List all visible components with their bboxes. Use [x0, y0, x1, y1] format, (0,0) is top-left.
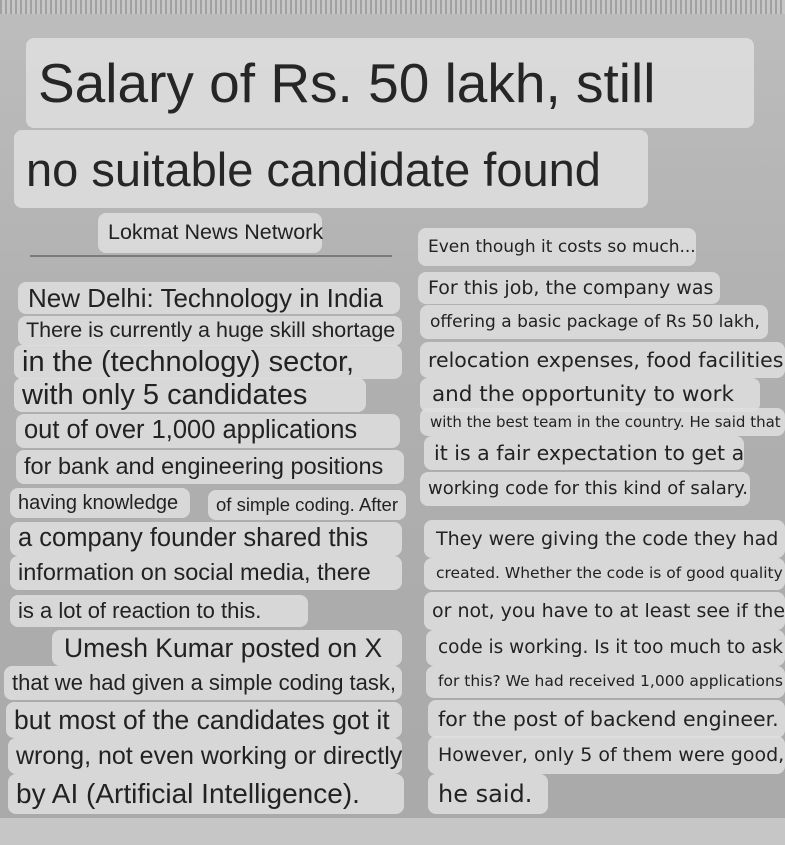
left-text-line: that we had given a simple coding task, — [4, 666, 402, 700]
page-bottom-edge — [0, 818, 785, 845]
right-text-line: offering a basic package of Rs 50 lakh, — [420, 305, 768, 339]
right-text-line: For this job, the company was — [418, 272, 720, 304]
right-text-line: They were giving the code they had — [424, 520, 785, 558]
page-top-edge — [0, 0, 785, 14]
left-text-line: having knowledge — [10, 488, 190, 518]
left-text-line: Umesh Kumar posted on X — [52, 630, 402, 666]
right-text-line: working code for this kind of salary. — [420, 472, 750, 506]
right-text-line: with the best team in the country. He said that — [420, 408, 785, 436]
right-text-line: However, only 5 of them were good, — [428, 736, 785, 774]
right-text-line: or not, you have to at least see if the — [424, 592, 785, 630]
right-text-line: and the opportunity to work — [420, 378, 760, 412]
left-text-line: but most of the candidates got it — [6, 702, 402, 738]
right-text-line: code is working. Is it too much to ask — [426, 630, 785, 666]
left-text-line: New Delhi: Technology in India — [18, 282, 400, 314]
headline-line-1: Salary of Rs. 50 lakh, still — [26, 38, 754, 128]
left-text-line: is a lot of reaction to this. — [10, 595, 308, 627]
byline: Lokmat News Network — [98, 213, 322, 253]
right-text-line: relocation expenses, food facilities — [420, 342, 785, 378]
right-text-line: it is a fair expectation to get a — [424, 436, 744, 470]
left-text-line: for bank and engineering positions — [16, 450, 404, 484]
left-text-line: of simple coding. After — [208, 490, 406, 520]
left-text-line: by AI (Artificial Intelligence). — [8, 774, 404, 814]
right-text-line: he said. — [428, 774, 548, 814]
left-text-line: information on social media, there — [10, 556, 402, 590]
right-text-line: for the post of backend engineer. — [428, 700, 785, 738]
right-text-line: for this? We had received 1,000 applications — [426, 666, 785, 698]
subhead: Even though it costs so much... — [418, 228, 696, 266]
left-text-line: with only 5 candidates — [14, 378, 366, 412]
headline-line-2: no suitable candidate found — [14, 130, 648, 208]
left-text-line: wrong, not even working or directly — [8, 738, 402, 774]
right-text-line: created. Whether the code is of good quality — [424, 558, 785, 590]
left-text-line: in the (technology) sector, — [14, 345, 402, 379]
left-text-line: There is currently a huge skill shortage — [18, 316, 402, 346]
byline-rule — [30, 255, 392, 257]
left-text-line: a company founder shared this — [10, 522, 402, 556]
left-text-line: out of over 1,000 applications — [16, 414, 400, 448]
